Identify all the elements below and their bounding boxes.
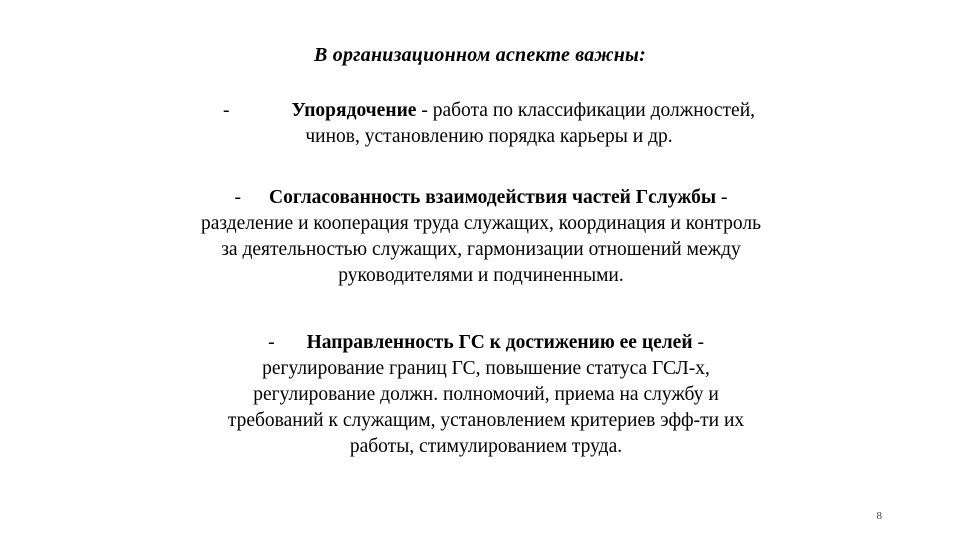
bullet-body-3-line-2: регулирование должн. полномочий, приема на службу и (253, 383, 719, 405)
bullet-body-3-line-1: регулирование границ ГС, повышение статуса ГСЛ-х, (262, 357, 710, 379)
bullet-body-1-line-1: работа по классификации должностей, (432, 100, 756, 121)
bullet-body-3-line-4: работы, стимулированием труда. (349, 435, 623, 457)
bullet-marker-1: - (222, 100, 230, 121)
bullet-block-2 (56, 185, 906, 289)
bullet-body-2-line-1: разделение и кооперация труда служащих, координация и контроль (200, 212, 762, 234)
bullet-body-1-line-2: чинов, установлению порядка карьеры и др. (305, 125, 673, 147)
bullet-heading-3: Направленность ГС к достижению ее целей (306, 332, 693, 353)
bullet-separator-3: - (692, 332, 704, 353)
bullet-body-2-line-3: руководителями и подчиненными. (338, 264, 624, 286)
bullet-separator-1: - (416, 100, 433, 121)
bullet-separator-2: - (716, 187, 728, 208)
slide-title: В организационном аспекте важны: (314, 44, 646, 66)
bullet-block-3 (96, 330, 876, 460)
bullet-body-2-line-2: за деятельностью служащих, гармонизации отношений между (221, 238, 741, 260)
bullet-marker-3: - (268, 332, 275, 353)
page-number: 8 (876, 510, 882, 522)
bullet-body-3-line-3: требований к служащим, установлением критериев эфф-ти их (227, 409, 745, 431)
bullet-heading-1: Упорядочение (291, 100, 417, 121)
bullet-marker-2: - (234, 187, 242, 208)
bullet-block-1 (94, 98, 884, 150)
bullet-heading-2: Согласованность взаимодействия частей Гслужбы (269, 187, 717, 208)
